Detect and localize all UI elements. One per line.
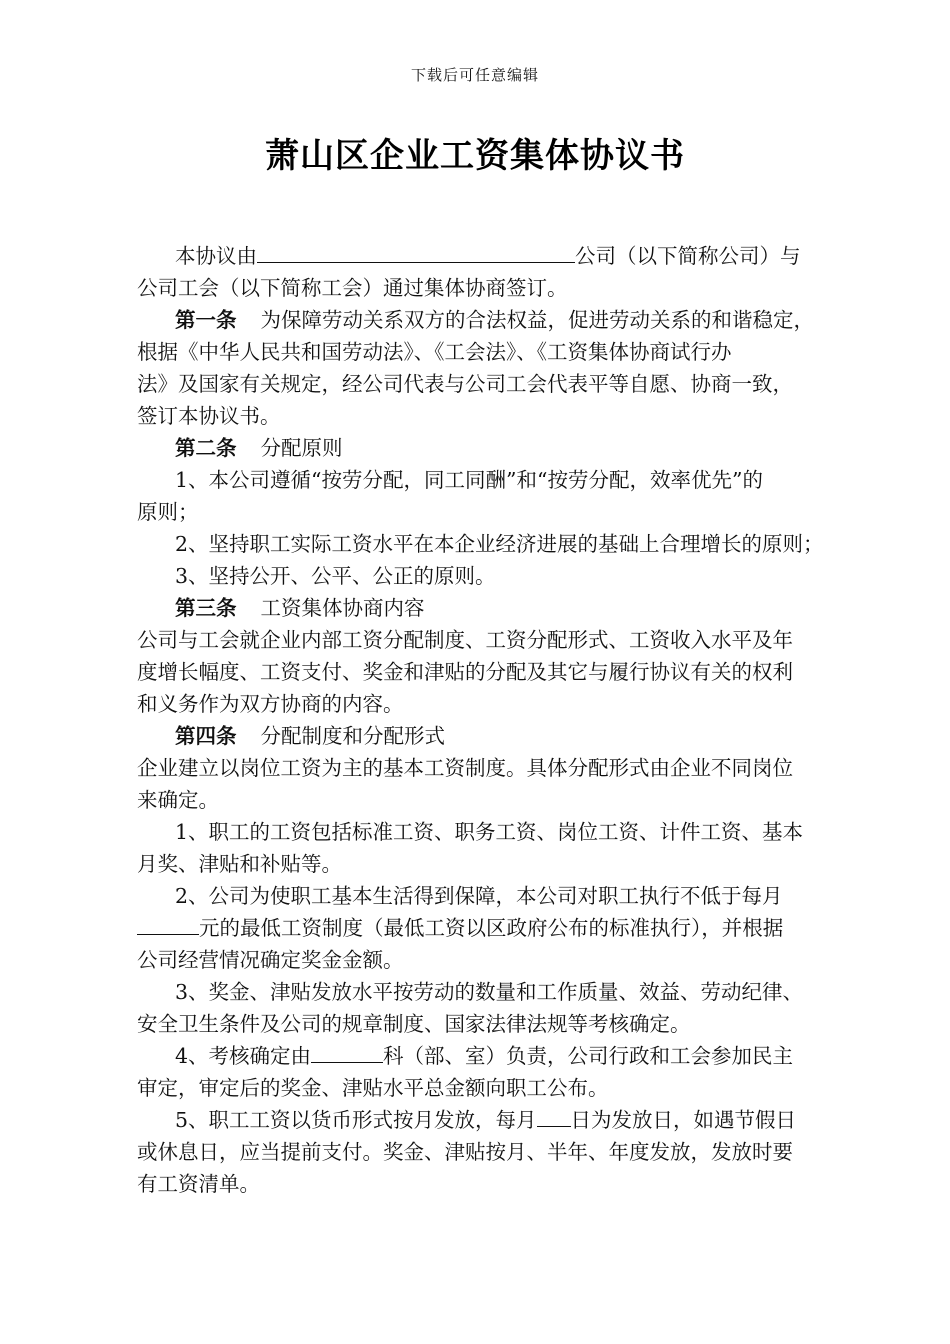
line-text: 分配制度和分配形式 — [260, 724, 445, 748]
line-text: 3、奖金、津贴发放水平按劳动的数量和工作质量、效益、劳动纪律、 — [175, 980, 804, 1004]
line-text: 或休息日，应当提前支付。奖金、津贴按月、半年、年度发放，发放时要 — [137, 1140, 793, 1164]
text-line — [137, 816, 867, 848]
line-text: 4、考核确定由 — [175, 1044, 312, 1068]
line-text: 签订本协议书。 — [137, 404, 281, 428]
text-line — [137, 784, 867, 816]
document-body — [137, 240, 867, 1200]
text-line — [137, 688, 867, 720]
text-line — [137, 528, 867, 560]
line-text: 公司（以下简称公司）与 — [575, 244, 801, 268]
text-line — [137, 1168, 867, 1200]
line-text: 1、职工的工资包括标准工资、职务工资、岗位工资、计件工资、基本 — [175, 820, 804, 844]
text-line — [137, 976, 867, 1008]
text-line — [137, 240, 867, 272]
text-line — [137, 560, 867, 592]
line-text: 审定，审定后的奖金、津贴水平总金额向职工公布。 — [137, 1076, 609, 1100]
line-text: 公司与工会就企业内部工资分配制度、工资分配形式、工资收入水平及年 — [137, 628, 793, 652]
text-line — [137, 720, 867, 752]
line-text: 本协议由 — [175, 244, 257, 268]
header-note: 下载后可任意编辑 — [410, 66, 539, 84]
line-text: 为保障劳动关系双方的合法权益，促进劳动关系的和谐稳定， — [260, 308, 814, 332]
line-text: 原则； — [137, 500, 199, 524]
text-line — [137, 1072, 867, 1104]
text-line — [137, 432, 867, 464]
article-heading: 第二条 — [175, 436, 237, 460]
text-line — [137, 1136, 867, 1168]
page-title: 萧山区企业工资集体协议书 — [265, 136, 685, 176]
text-line — [137, 1040, 867, 1072]
text-line — [137, 1104, 867, 1136]
line-text: 度增长幅度、工资支付、奖金和津贴的分配及其它与履行协议有关的权利 — [137, 660, 793, 684]
line-text: 安全卫生条件及公司的规章制度、国家法律法规等考核确定。 — [137, 1012, 691, 1036]
text-line — [137, 272, 867, 304]
text-line — [137, 304, 867, 336]
text-line — [137, 464, 867, 496]
text-line — [137, 1008, 867, 1040]
fill-in-blank — [257, 240, 575, 263]
line-text: 月奖、津贴和补贴等。 — [137, 852, 342, 876]
line-text: 企业建立以岗位工资为主的基本工资制度。具体分配形式由企业不同岗位 — [137, 756, 793, 780]
text-line — [137, 912, 867, 944]
line-text: 公司经营情况确定奖金金额。 — [137, 948, 404, 972]
article-heading: 第四条 — [175, 724, 237, 748]
text-line — [137, 752, 867, 784]
article-heading: 第三条 — [175, 596, 237, 620]
line-text: 5、职工工资以货币形式按月发放，每月 — [175, 1108, 537, 1132]
text-line — [137, 656, 867, 688]
text-line — [137, 944, 867, 976]
article-heading: 第一条 — [175, 308, 237, 332]
line-text: 3、坚持公开、公平、公正的原则。 — [175, 564, 496, 588]
line-text: 1、本公司遵循“按劳分配，同工同酬”和“按劳分配，效率优先”的 — [175, 468, 763, 492]
line-text: 根据《中华人民共和国劳动法》、《工会法》、《工资集体协商试行办 — [137, 340, 732, 364]
text-line — [137, 624, 867, 656]
line-text: 有工资清单。 — [137, 1172, 260, 1196]
line-text: 和义务作为双方协商的内容。 — [137, 692, 404, 716]
line-text: 2、公司为使职工基本生活得到保障，本公司对职工执行不低于每月 — [175, 884, 783, 908]
line-text: 工资集体协商内容 — [260, 596, 425, 620]
line-text: 日为发放日，如遇节假日 — [570, 1108, 797, 1132]
line-text: 2、坚持职工实际工资水平在本企业经济进展的基础上合理增长的原则； — [175, 532, 824, 556]
text-line — [137, 400, 867, 432]
line-text: 元的最低工资制度（最低工资以区政府公布的标准执行），并根据 — [199, 916, 784, 940]
fill-in-blank — [137, 912, 199, 935]
text-line — [137, 496, 867, 528]
line-text: 法》及国家有关规定，经公司代表与公司工会代表平等自愿、协商一致， — [137, 372, 793, 396]
text-line — [137, 880, 867, 912]
text-line — [137, 592, 867, 624]
text-line — [137, 368, 867, 400]
line-text: 来确定。 — [137, 788, 219, 812]
line-text: 分配原则 — [260, 436, 343, 460]
line-text: 科（部、室）负责，公司行政和工会参加民主 — [383, 1044, 794, 1068]
fill-in-blank — [311, 1040, 383, 1063]
text-line — [137, 336, 867, 368]
text-line — [137, 848, 867, 880]
fill-in-blank — [537, 1104, 571, 1127]
line-text: 公司工会（以下简称工会）通过集体协商签订。 — [137, 276, 568, 300]
